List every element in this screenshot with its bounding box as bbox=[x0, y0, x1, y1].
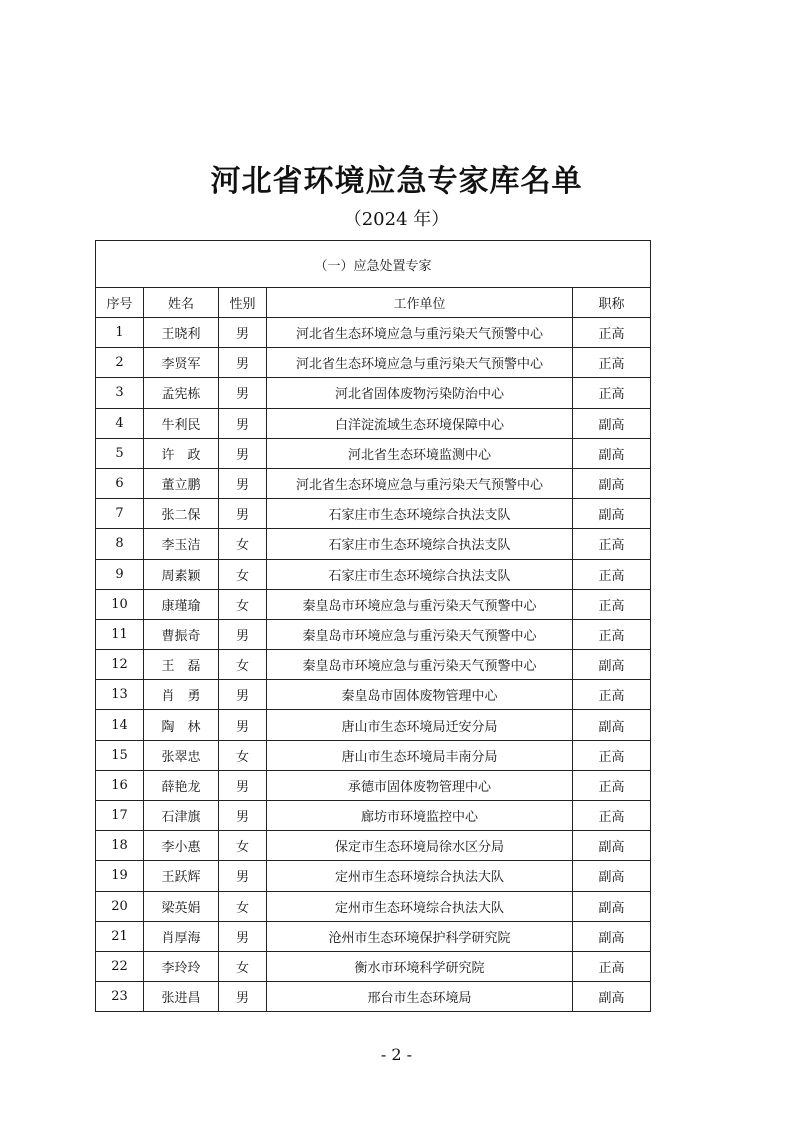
table-row bbox=[96, 559, 651, 589]
cell-gender: 男 bbox=[219, 921, 267, 951]
cell-gender: 女 bbox=[219, 951, 267, 981]
cell-index: 2 bbox=[96, 348, 144, 378]
cell-index: 7 bbox=[96, 499, 144, 529]
cell-index: 10 bbox=[96, 589, 144, 619]
cell-gender: 女 bbox=[219, 650, 267, 680]
cell-unit: 承德市固体废物管理中心 bbox=[267, 770, 573, 800]
cell-title: 副高 bbox=[573, 408, 651, 438]
cell-index: 23 bbox=[96, 982, 144, 1012]
cell-name: 肖 勇 bbox=[144, 680, 219, 710]
cell-title: 正高 bbox=[573, 589, 651, 619]
cell-title: 副高 bbox=[573, 921, 651, 951]
cell-name: 肖厚海 bbox=[144, 921, 219, 951]
cell-title: 副高 bbox=[573, 438, 651, 468]
cell-unit: 邢台市生态环境局 bbox=[267, 982, 573, 1012]
cell-index: 15 bbox=[96, 740, 144, 770]
cell-title: 副高 bbox=[573, 710, 651, 740]
cell-unit: 定州市生态环境综合执法大队 bbox=[267, 861, 573, 891]
cell-unit: 秦皇岛市环境应急与重污染天气预警中心 bbox=[267, 589, 573, 619]
cell-index: 5 bbox=[96, 438, 144, 468]
cell-title: 副高 bbox=[573, 982, 651, 1012]
cell-index: 1 bbox=[96, 318, 144, 348]
cell-gender: 男 bbox=[219, 982, 267, 1012]
cell-index: 22 bbox=[96, 951, 144, 981]
cell-title: 副高 bbox=[573, 499, 651, 529]
table-row bbox=[96, 348, 651, 378]
document-year: （2024 年） bbox=[343, 209, 450, 230]
cell-index: 12 bbox=[96, 650, 144, 680]
cell-name: 董立鹏 bbox=[144, 468, 219, 498]
cell-gender: 女 bbox=[219, 831, 267, 861]
cell-unit: 河北省生态环境应急与重污染天气预警中心 bbox=[267, 468, 573, 498]
table-row bbox=[96, 680, 651, 710]
cell-name: 曹振奇 bbox=[144, 619, 219, 649]
cell-title: 副高 bbox=[573, 861, 651, 891]
cell-title: 副高 bbox=[573, 650, 651, 680]
cell-gender: 男 bbox=[219, 408, 267, 438]
table-row bbox=[96, 619, 651, 649]
cell-gender: 女 bbox=[219, 891, 267, 921]
cell-gender: 男 bbox=[219, 318, 267, 348]
cell-name: 康瑾瑜 bbox=[144, 589, 219, 619]
cell-unit: 白洋淀流域生态环境保障中心 bbox=[267, 408, 573, 438]
cell-name: 王晓利 bbox=[144, 318, 219, 348]
cell-index: 11 bbox=[96, 619, 144, 649]
cell-title: 副高 bbox=[573, 468, 651, 498]
cell-name: 李玉洁 bbox=[144, 529, 219, 559]
cell-unit: 石家庄市生态环境综合执法支队 bbox=[267, 529, 573, 559]
table-row bbox=[96, 378, 651, 408]
cell-title: 正高 bbox=[573, 378, 651, 408]
cell-gender: 男 bbox=[219, 680, 267, 710]
header-title: 职称 bbox=[573, 288, 651, 318]
table-row bbox=[96, 589, 651, 619]
table-row bbox=[96, 499, 651, 529]
cell-index: 8 bbox=[96, 529, 144, 559]
cell-title: 副高 bbox=[573, 891, 651, 921]
cell-unit: 河北省生态环境应急与重污染天气预警中心 bbox=[267, 348, 573, 378]
cell-index: 16 bbox=[96, 770, 144, 800]
cell-title: 副高 bbox=[573, 831, 651, 861]
cell-index: 21 bbox=[96, 921, 144, 951]
cell-unit: 河北省生态环境监测中心 bbox=[267, 438, 573, 468]
cell-unit: 沧州市生态环境保护科学研究院 bbox=[267, 921, 573, 951]
cell-name: 王跃辉 bbox=[144, 861, 219, 891]
cell-gender: 男 bbox=[219, 861, 267, 891]
cell-title: 正高 bbox=[573, 619, 651, 649]
page-number: - 2 - bbox=[380, 1045, 413, 1064]
cell-title: 正高 bbox=[573, 318, 651, 348]
cell-name: 李玲玲 bbox=[144, 951, 219, 981]
cell-index: 4 bbox=[96, 408, 144, 438]
cell-unit: 廊坊市环境监控中心 bbox=[267, 801, 573, 831]
header-unit: 工作单位 bbox=[267, 288, 573, 318]
document-title: 河北省环境应急专家库名单 bbox=[210, 164, 583, 199]
cell-name: 张进昌 bbox=[144, 982, 219, 1012]
cell-name: 张二保 bbox=[144, 499, 219, 529]
table-row bbox=[96, 861, 651, 891]
cell-gender: 男 bbox=[219, 710, 267, 740]
cell-index: 17 bbox=[96, 801, 144, 831]
cell-index: 13 bbox=[96, 680, 144, 710]
cell-index: 20 bbox=[96, 891, 144, 921]
cell-index: 3 bbox=[96, 378, 144, 408]
cell-title: 正高 bbox=[573, 559, 651, 589]
cell-unit: 秦皇岛市环境应急与重污染天气预警中心 bbox=[267, 650, 573, 680]
table-body bbox=[96, 318, 651, 1012]
table-row bbox=[96, 921, 651, 951]
cell-index: 6 bbox=[96, 468, 144, 498]
table-row bbox=[96, 770, 651, 800]
cell-title: 正高 bbox=[573, 680, 651, 710]
cell-gender: 女 bbox=[219, 559, 267, 589]
cell-gender: 男 bbox=[219, 770, 267, 800]
cell-name: 李小惠 bbox=[144, 831, 219, 861]
table-row bbox=[96, 831, 651, 861]
header-gender: 性别 bbox=[219, 288, 267, 318]
table-row bbox=[96, 951, 651, 981]
cell-unit: 唐山市生态环境局丰南分局 bbox=[267, 740, 573, 770]
cell-index: 18 bbox=[96, 831, 144, 861]
cell-unit: 河北省固体废物污染防治中心 bbox=[267, 378, 573, 408]
cell-unit: 唐山市生态环境局迁安分局 bbox=[267, 710, 573, 740]
cell-unit: 秦皇岛市固体废物管理中心 bbox=[267, 680, 573, 710]
section-title-row bbox=[96, 241, 651, 288]
cell-gender: 男 bbox=[219, 348, 267, 378]
cell-title: 正高 bbox=[573, 770, 651, 800]
cell-index: 9 bbox=[96, 559, 144, 589]
cell-name: 牛利民 bbox=[144, 408, 219, 438]
cell-gender: 男 bbox=[219, 619, 267, 649]
cell-gender: 男 bbox=[219, 499, 267, 529]
cell-unit: 石家庄市生态环境综合执法支队 bbox=[267, 559, 573, 589]
cell-gender: 女 bbox=[219, 529, 267, 559]
cell-gender: 女 bbox=[219, 740, 267, 770]
cell-gender: 男 bbox=[219, 438, 267, 468]
cell-title: 正高 bbox=[573, 529, 651, 559]
section-title: （一）应急处置专家 bbox=[96, 241, 651, 288]
cell-title: 正高 bbox=[573, 348, 651, 378]
cell-index: 19 bbox=[96, 861, 144, 891]
table-row bbox=[96, 740, 651, 770]
cell-name: 石津旗 bbox=[144, 801, 219, 831]
table-header-row bbox=[96, 288, 651, 318]
cell-title: 正高 bbox=[573, 740, 651, 770]
cell-gender: 男 bbox=[219, 378, 267, 408]
cell-name: 孟宪栋 bbox=[144, 378, 219, 408]
table-row bbox=[96, 982, 651, 1012]
table-row bbox=[96, 318, 651, 348]
cell-unit: 河北省生态环境应急与重污染天气预警中心 bbox=[267, 318, 573, 348]
table-row bbox=[96, 408, 651, 438]
table-row bbox=[96, 438, 651, 468]
cell-name: 梁英娟 bbox=[144, 891, 219, 921]
header-index: 序号 bbox=[96, 288, 144, 318]
cell-gender: 女 bbox=[219, 589, 267, 619]
cell-name: 张翠忠 bbox=[144, 740, 219, 770]
cell-unit: 保定市生态环境局徐水区分局 bbox=[267, 831, 573, 861]
cell-name: 薛艳龙 bbox=[144, 770, 219, 800]
cell-name: 王 磊 bbox=[144, 650, 219, 680]
table-row bbox=[96, 891, 651, 921]
table-row bbox=[96, 801, 651, 831]
cell-name: 李贤军 bbox=[144, 348, 219, 378]
cell-name: 周素颖 bbox=[144, 559, 219, 589]
cell-unit: 定州市生态环境综合执法大队 bbox=[267, 891, 573, 921]
cell-name: 陶 林 bbox=[144, 710, 219, 740]
cell-title: 正高 bbox=[573, 801, 651, 831]
cell-unit: 秦皇岛市环境应急与重污染天气预警中心 bbox=[267, 619, 573, 649]
table-row bbox=[96, 710, 651, 740]
cell-unit: 衡水市环境科学研究院 bbox=[267, 951, 573, 981]
table-row bbox=[96, 650, 651, 680]
cell-index: 14 bbox=[96, 710, 144, 740]
cell-gender: 男 bbox=[219, 468, 267, 498]
cell-gender: 男 bbox=[219, 801, 267, 831]
cell-unit: 石家庄市生态环境综合执法支队 bbox=[267, 499, 573, 529]
cell-name: 许 政 bbox=[144, 438, 219, 468]
table-row bbox=[96, 529, 651, 559]
table-row bbox=[96, 468, 651, 498]
header-name: 姓名 bbox=[144, 288, 219, 318]
expert-roster-table bbox=[95, 240, 651, 1012]
cell-title: 正高 bbox=[573, 951, 651, 981]
